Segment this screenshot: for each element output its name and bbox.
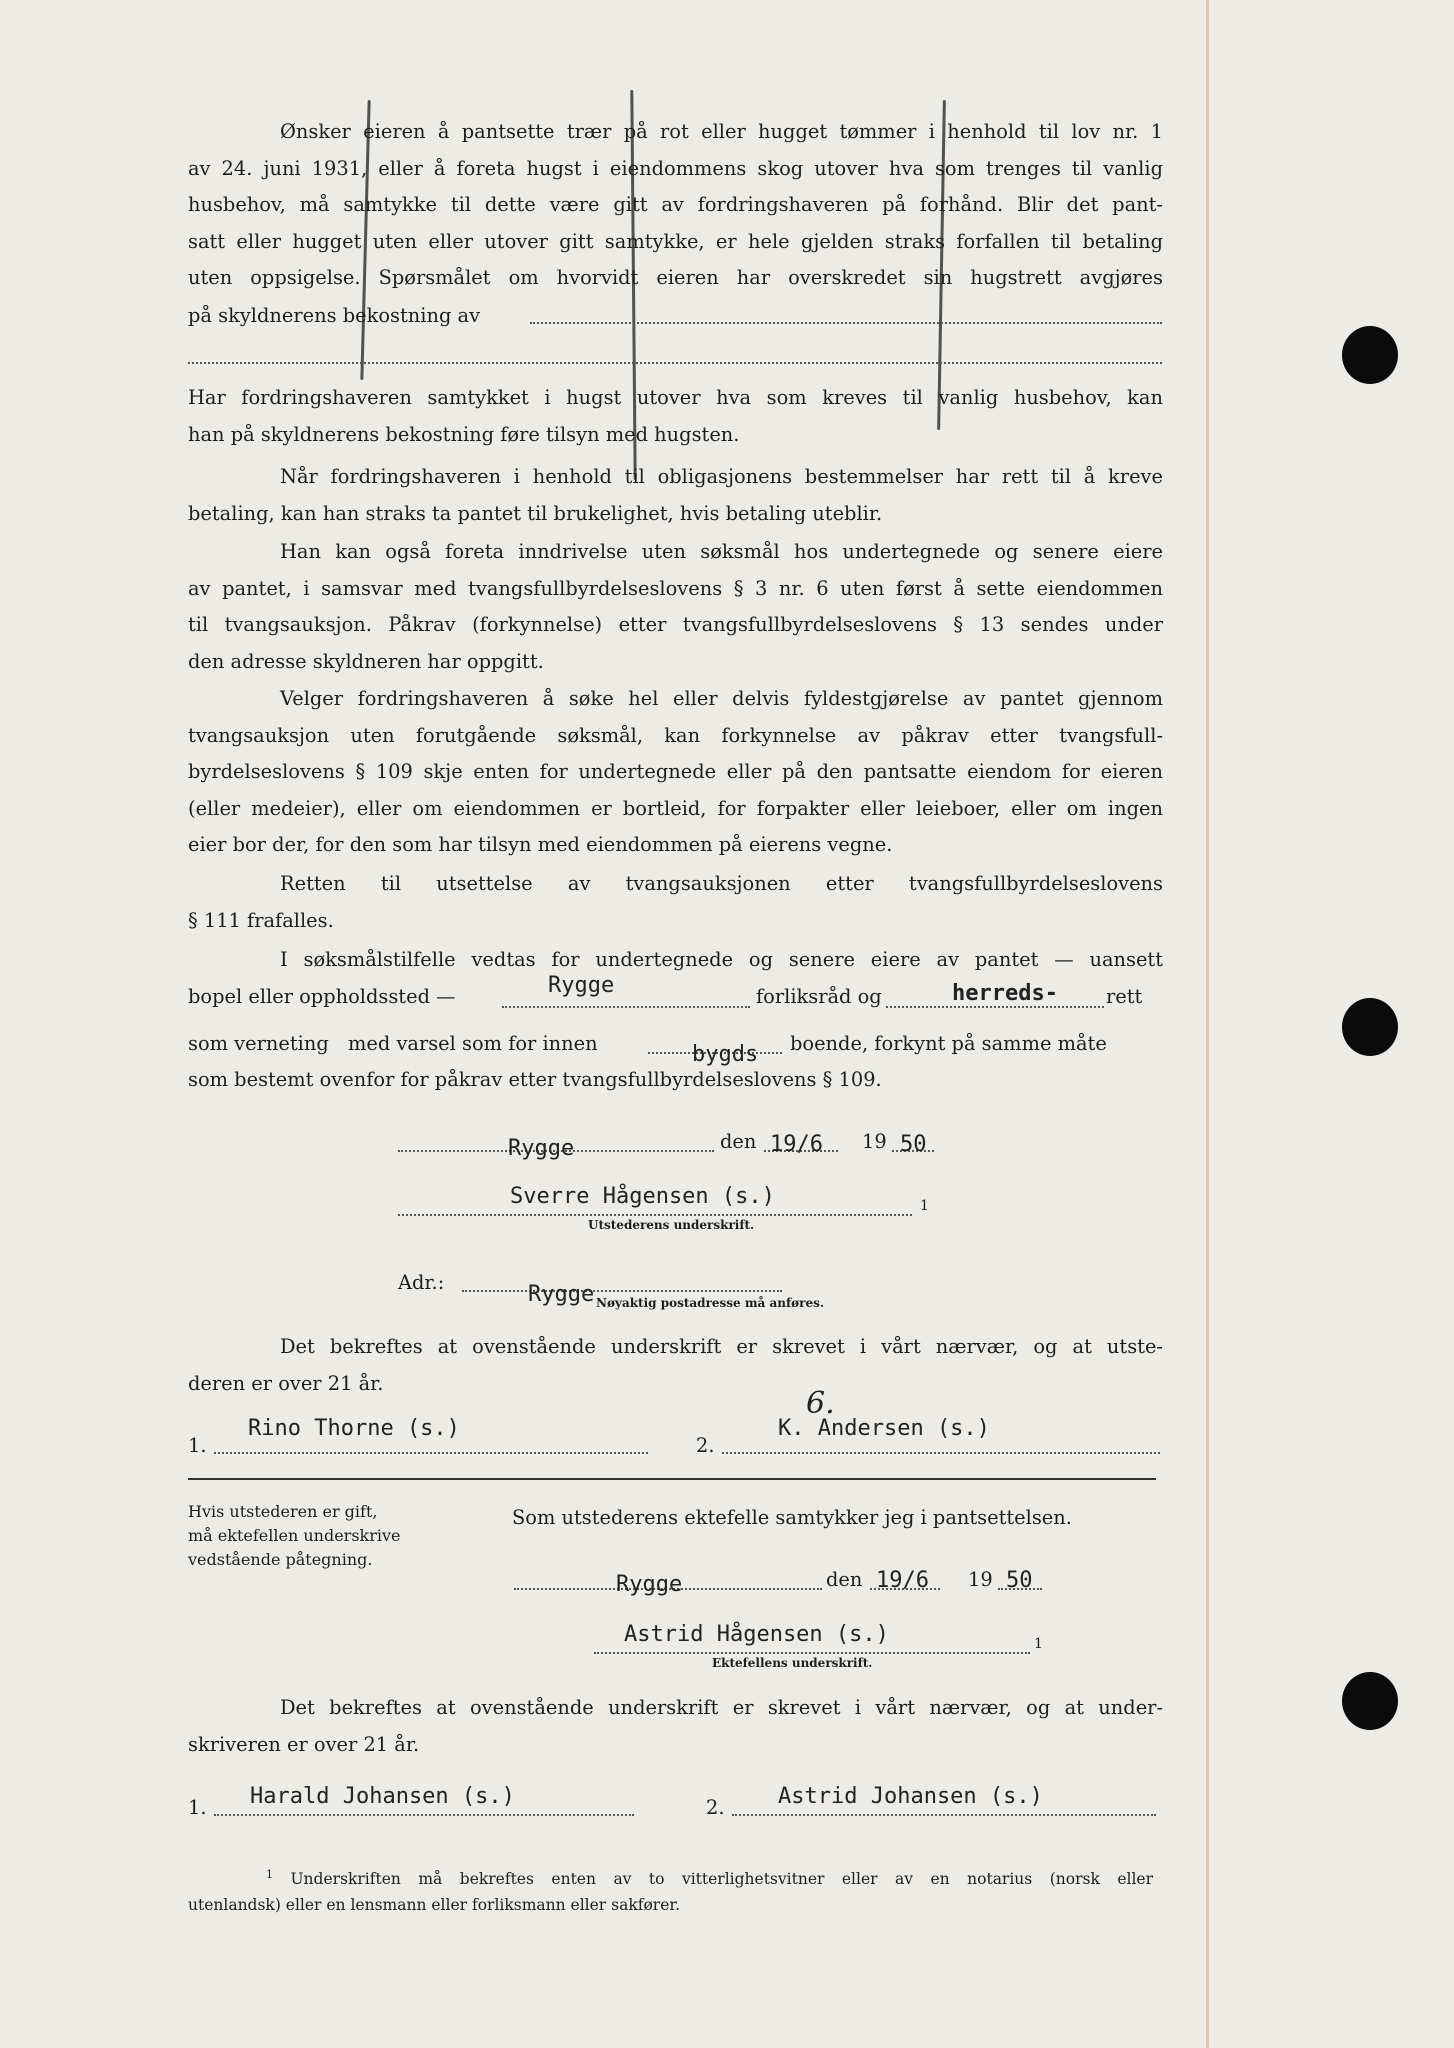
footnote-mark: 1 bbox=[1034, 1636, 1043, 1652]
fill-line bbox=[886, 1006, 1104, 1008]
signature-caption: Utstederens underskrift. bbox=[588, 1218, 755, 1232]
text-line: (eller medeier), eller om eiendommen er bortleid, for forpakter eller leieboer, eller om ingen bbox=[188, 796, 1163, 820]
typed-address: Rygge bbox=[528, 1282, 595, 1307]
venue-line-2c bbox=[1106, 979, 1142, 1015]
text-line: av 24. juni 1931, eller å foreta hugst i eiendommens skog utover hva som trenges til vanlig bbox=[188, 156, 1163, 180]
text-line: boende, forkynt på samme måte bbox=[790, 1032, 1107, 1055]
punch-hole bbox=[1342, 1672, 1398, 1730]
witness-1-signature: Rino Thorne (s.) bbox=[248, 1416, 460, 1441]
fill-line bbox=[502, 1006, 750, 1008]
costs-line bbox=[188, 298, 480, 334]
text-line: den adresse skyldneren har oppgitt. bbox=[188, 649, 544, 673]
text-line: Det bekreftes at ovenstående underskrift er skrevet i vårt nærvær, og at utste- bbox=[280, 1335, 1163, 1358]
venue-line-2 bbox=[188, 979, 456, 1015]
text-line: utenlandsk) eller en lensmann eller forliksmann eller sakfører. bbox=[188, 1896, 681, 1915]
witness-line bbox=[214, 1452, 648, 1454]
text-line: byrdelseslovens § 109 skje enten for undertegnede eller på den pantsatte eiendom for eieren bbox=[188, 760, 1163, 783]
witness-number: 2. bbox=[696, 1434, 715, 1457]
fill-line bbox=[530, 322, 1162, 324]
text-line: § 111 frafalles. bbox=[188, 908, 334, 932]
text-line: skriveren er over 21 år. bbox=[188, 1732, 420, 1756]
typed-issuer-place: Rygge bbox=[508, 1136, 575, 1161]
venue-line-3c bbox=[790, 1026, 1107, 1062]
spouse-signature: Astrid Hågensen (s.) bbox=[624, 1622, 889, 1647]
witness-line bbox=[214, 1814, 634, 1816]
paragraph-payment bbox=[188, 459, 1163, 532]
text-line: uten oppsigelse. Spørsmålet om hvorvidt eieren har overskredet sin hugstrett avgjøres bbox=[188, 266, 1163, 289]
witness-2-signature: K. Andersen (s.) bbox=[778, 1416, 990, 1441]
address-label: Adr.: bbox=[398, 1271, 445, 1294]
text-line: tvangsauksjon uten forutgående søksmål, kan forkynnelse av påkrav etter tvangsfull- bbox=[188, 723, 1163, 747]
text-line: deren er over 21 år. bbox=[188, 1371, 384, 1395]
text-line: Underskriften må bekreftes enten av to vitterlighetsvitner eller av en notarius (norsk eller bbox=[290, 1870, 1153, 1889]
label-den: den bbox=[826, 1568, 863, 1591]
margin-line bbox=[1206, 0, 1209, 2048]
typed-rett: herreds- bbox=[952, 981, 1058, 1006]
witness-3-signature: Harald Johansen (s.) bbox=[250, 1784, 515, 1809]
witness-line bbox=[722, 1452, 1160, 1454]
venue-line-3 bbox=[188, 1026, 329, 1062]
text-line: han på skyldnerens bekostning føre tilsyn med hugsten. bbox=[188, 422, 740, 446]
section-divider bbox=[188, 1478, 1156, 1480]
typed-spouse-place: Rygge bbox=[616, 1572, 683, 1597]
footnote-mark: 1 bbox=[920, 1198, 929, 1214]
typed-innen: bygds bbox=[692, 1042, 759, 1067]
label-den: den bbox=[720, 1130, 757, 1153]
spouse-instruction bbox=[188, 1500, 401, 1572]
venue-line-2b bbox=[756, 979, 882, 1015]
issuer-signature: Sverre Hågensen (s.) bbox=[510, 1184, 775, 1209]
address-caption: Nøyaktig postadresse må anføres. bbox=[596, 1296, 825, 1310]
typed-spouse-date: 19/6 bbox=[876, 1568, 929, 1593]
typed-forliksrad: Rygge bbox=[548, 973, 615, 998]
address-line bbox=[462, 1290, 782, 1292]
signature-line bbox=[594, 1652, 1030, 1654]
text-line: Hvis utstederen er gift, bbox=[188, 1502, 378, 1521]
text-line: Han kan også foreta inndrivelse uten søksmål hos undertegnede og senere eiere bbox=[280, 540, 1163, 563]
label-year-prefix: 19 bbox=[862, 1130, 887, 1153]
typed-spouse-year: 50 bbox=[1006, 1568, 1033, 1593]
paragraph-venue bbox=[188, 942, 1163, 979]
witness-number: 2. bbox=[706, 1796, 725, 1819]
text-line: eier bor der, for den som har tilsyn med eiendommen på eierens vegne. bbox=[188, 833, 893, 856]
typed-issuer-year: 50 bbox=[900, 1132, 927, 1157]
punch-hole bbox=[1342, 326, 1398, 384]
footnote-mark: 1 bbox=[266, 1868, 273, 1881]
witness-number: 1. bbox=[188, 1796, 207, 1819]
text-line: av pantet, i samsvar med tvangsfullbyrdelseslovens § 3 nr. 6 uten først å sette eiendommen bbox=[188, 576, 1163, 600]
text-line: med varsel som for innen bbox=[348, 1032, 598, 1055]
paragraph-timber bbox=[188, 114, 1163, 297]
paragraph-supervision bbox=[188, 380, 1163, 453]
text-line: satt eller hugget uten eller utover gitt samtykke, er hele gjelden straks forfallen til betaling bbox=[188, 229, 1163, 253]
typed-issuer-date: 19/6 bbox=[770, 1132, 823, 1157]
paragraph-postponement bbox=[188, 866, 1163, 939]
text-line: Har fordringshaveren samtykket i hugst utover hva som kreves til vanlig husbehov, kan bbox=[188, 386, 1163, 409]
spouse-consent: Som utstederens ektefelle samtykker jeg i pantsettelsen. bbox=[512, 1506, 1072, 1529]
witness-number: 1. bbox=[188, 1434, 207, 1457]
venue-line-3b bbox=[348, 1026, 598, 1062]
paragraph-auction bbox=[188, 681, 1163, 864]
text-line: Når fordringshaveren i henhold til obligasjonens bestemmelser har rett til å kreve bbox=[280, 465, 1163, 488]
text-line: forliksråd og bbox=[756, 985, 882, 1008]
fill-line bbox=[188, 362, 1162, 364]
venue-line-4 bbox=[188, 1062, 882, 1098]
text-line: som bestemt ovenfor for påkrav etter tvangsfullbyrdelseslovens § 109. bbox=[188, 1068, 882, 1091]
text-line: Velger fordringshaveren å søke hel eller delvis fyldestgjørelse av pantet gjennom bbox=[280, 687, 1163, 710]
text-line: må ektefellen underskrive bbox=[188, 1526, 401, 1545]
text-line: som verneting bbox=[188, 1032, 329, 1055]
paragraph-enforcement bbox=[188, 534, 1163, 680]
text-line: Det bekreftes at ovenstående underskrift er skrevet i vårt nærvær, og at under- bbox=[280, 1696, 1163, 1719]
footnote bbox=[188, 1862, 1153, 1918]
text-line: på skyldnerens bekostning av bbox=[188, 304, 481, 327]
text-line: til tvangsauksjon. Påkrav (forkynnelse) etter tvangsfullbyrdelseslovens § 13 sendes under bbox=[188, 613, 1163, 636]
signature-line bbox=[398, 1214, 912, 1216]
witness-line bbox=[732, 1814, 1156, 1816]
punch-hole bbox=[1342, 998, 1398, 1056]
paragraph-witness-2 bbox=[188, 1690, 1163, 1763]
text-line: bopel eller oppholdssted — bbox=[188, 985, 456, 1008]
text-line: betaling, kan han straks ta pantet til brukelighet, hvis betaling uteblir. bbox=[188, 501, 883, 525]
witness-4-signature: Astrid Johansen (s.) bbox=[778, 1784, 1043, 1809]
text-line: vedstående påtegning. bbox=[188, 1550, 373, 1569]
signature-caption: Ektefellens underskrift. bbox=[712, 1656, 873, 1670]
text-line: I søksmålstilfelle vedtas for undertegnede og senere eiere av pantet — uansett bbox=[280, 948, 1163, 971]
text-line: Retten til utsettelse av tvangsauksjonen etter tvangsfullbyrdelseslovens bbox=[280, 872, 1163, 895]
paragraph-witness bbox=[188, 1329, 1163, 1402]
text-line: husbehov, må samtykke til dette være gitt av fordringshaveren på forhånd. Blir det pant- bbox=[188, 193, 1163, 216]
handwritten-mark: 6. bbox=[806, 1386, 835, 1421]
text-line: rett bbox=[1106, 985, 1143, 1008]
text-line: Ønsker eieren å pantsette trær på rot eller hugget tømmer i henhold til lov nr. 1 bbox=[280, 120, 1163, 143]
label-year-prefix: 19 bbox=[968, 1568, 993, 1591]
